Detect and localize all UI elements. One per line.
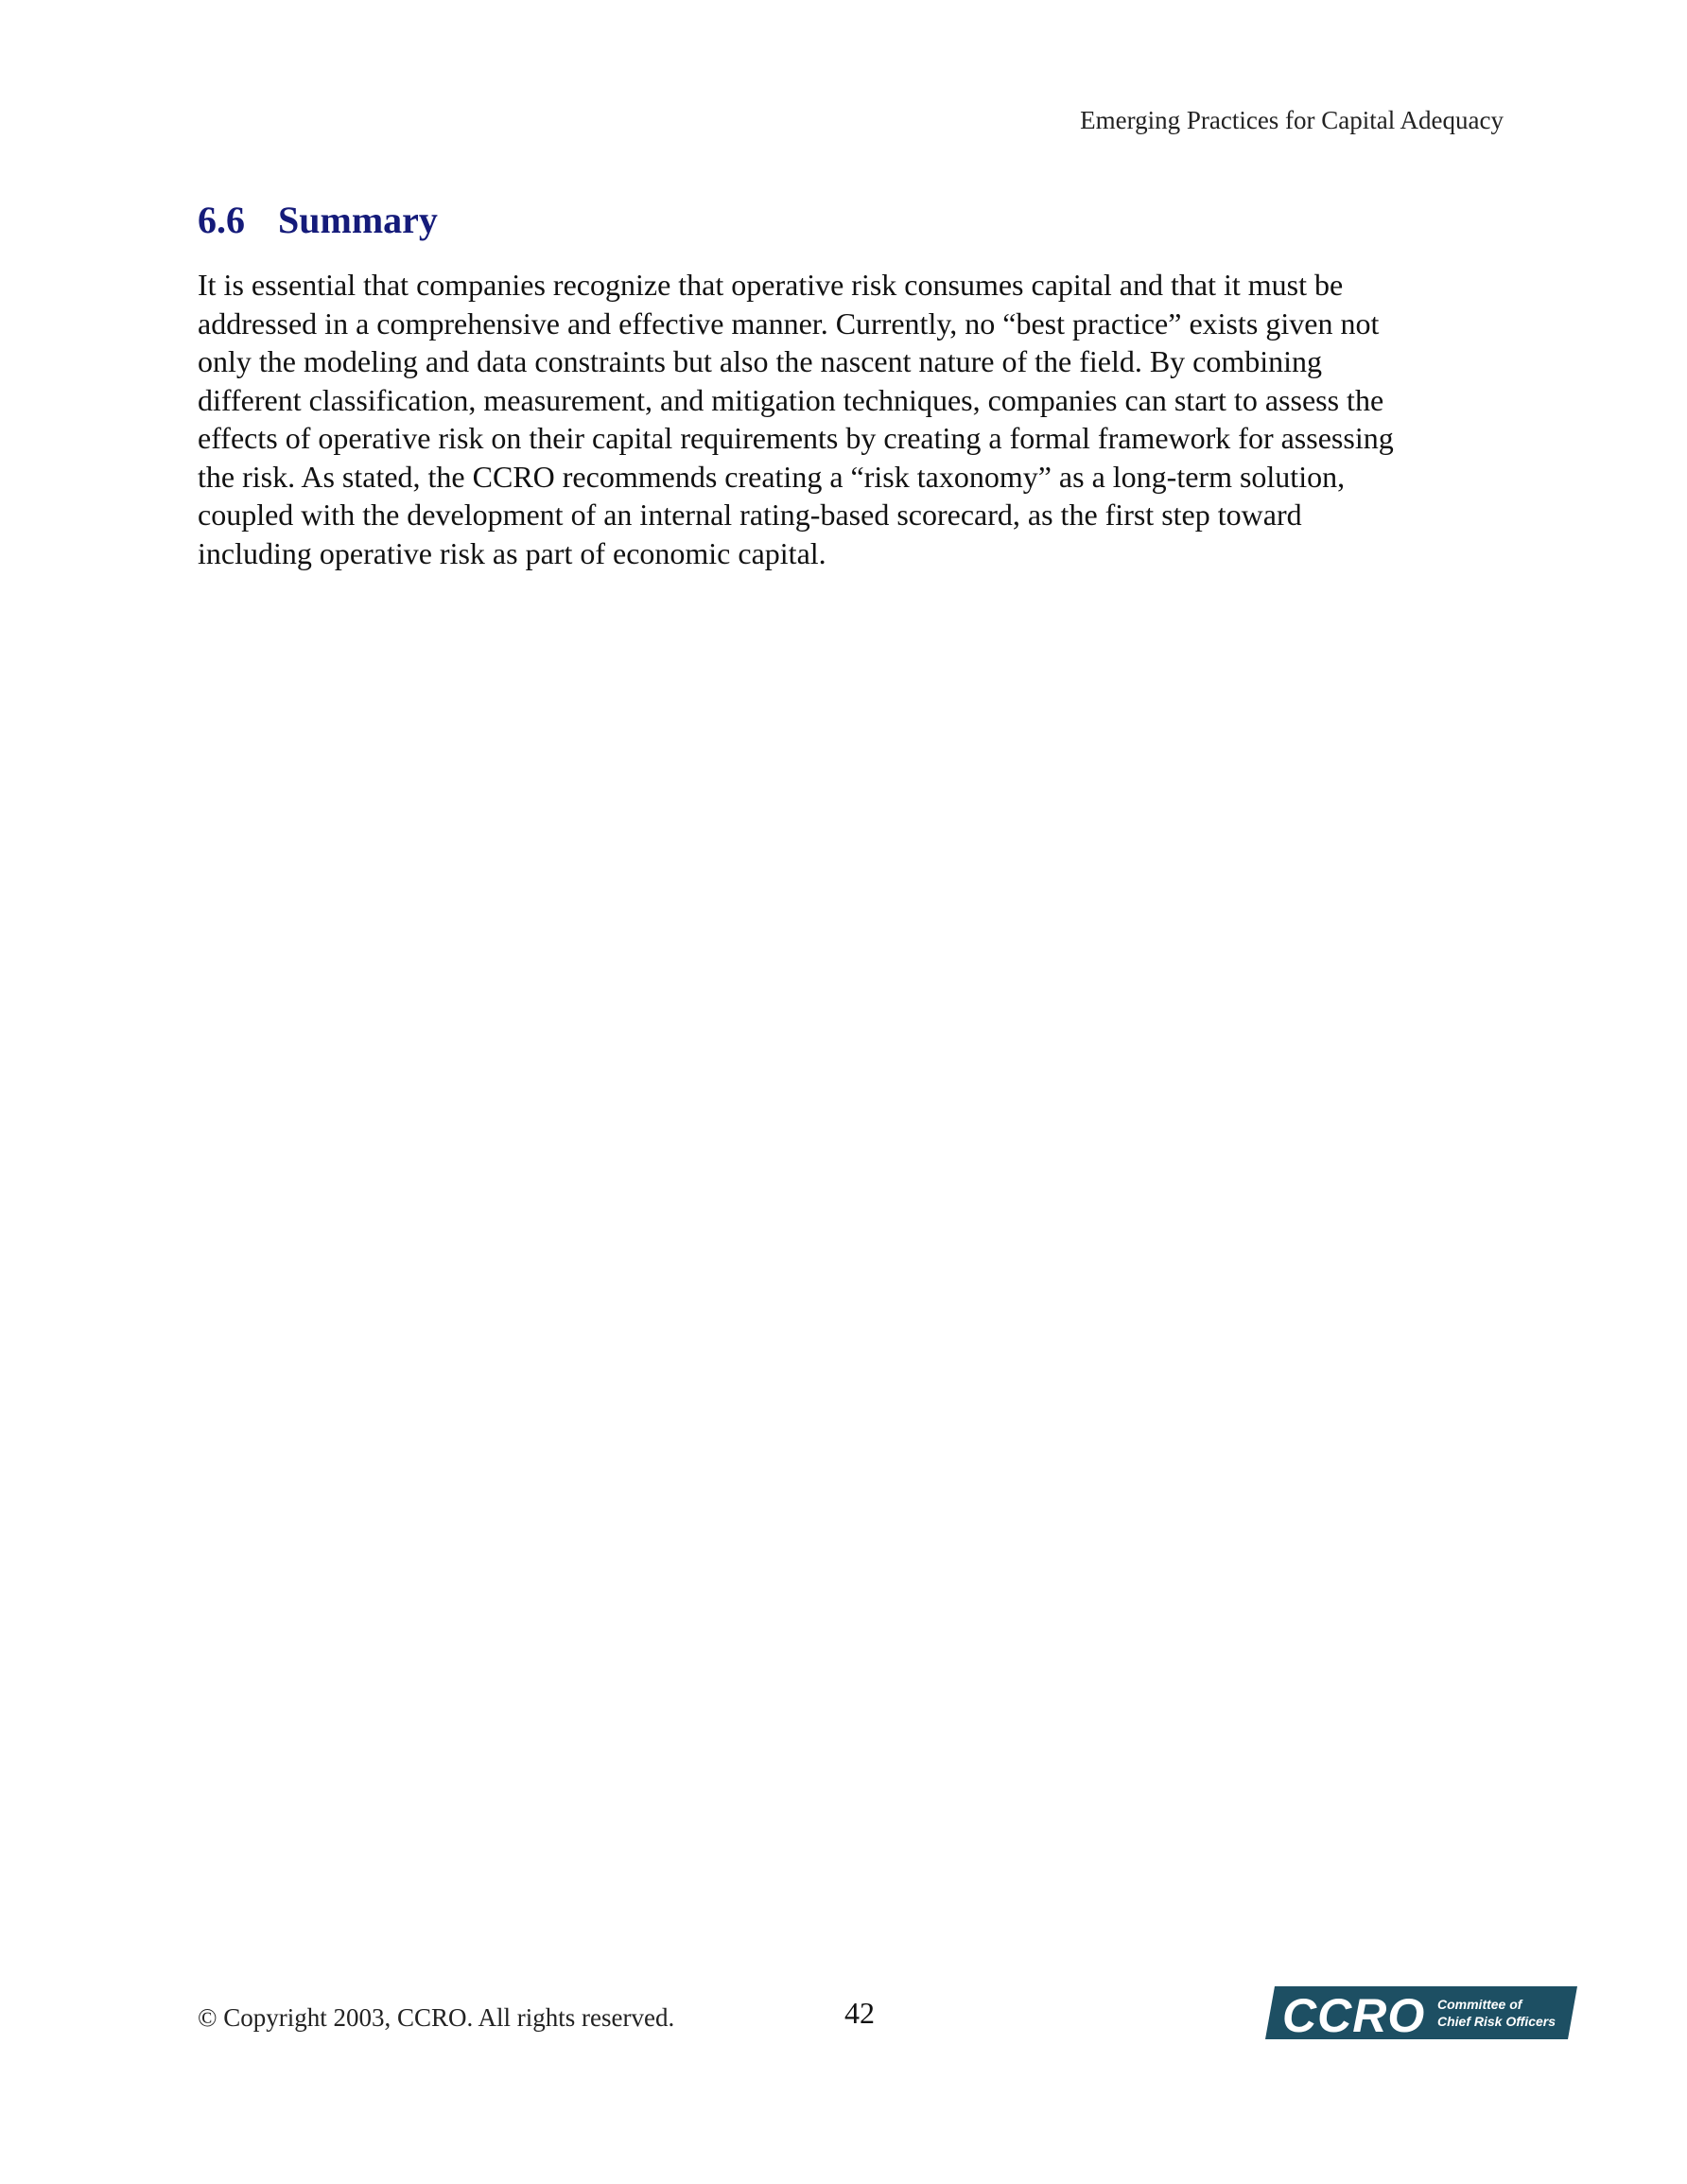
body-line: the risk. As stated, the CCRO recommends creating a “risk taxonomy” as a long-term solution, (198, 459, 1346, 494)
logo-wordmark: CCRO (1282, 1989, 1426, 2041)
body-line: It is essential that companies recognize that operative risk consumes capital and that it must be (198, 268, 1344, 302)
section-number: 6.6 (198, 199, 245, 241)
logo-tagline-line2: Chief Risk Officers (1437, 2014, 1557, 2029)
running-header: Emerging Practices for Capital Adequacy (1080, 106, 1504, 134)
section-title: Summary (278, 199, 438, 241)
ccro-logo-graphic (1265, 1984, 1577, 2041)
body-line: addressed in a comprehensive and effective manner. Currently, no “best practice” exists given not (198, 306, 1380, 341)
body-line: coupled with the development of an internal rating-based scorecard, as the first step toward (198, 498, 1302, 532)
section-body (198, 266, 1522, 572)
body-line: including operative risk as part of economic capital. (198, 535, 826, 570)
footer-copyright: © Copyright 2003, CCRO. All rights reserved. (198, 2003, 675, 2032)
logo-tagline-line1: Committee of (1437, 1997, 1522, 2012)
body-line: different classification, measurement, and mitigation techniques, companies can start to assess the (198, 382, 1384, 417)
page-number: 42 (844, 1996, 875, 2030)
body-line: only the modeling and data constraints but also the nascent nature of the field. By combining (198, 344, 1323, 378)
body-line: effects of operative risk on their capital requirements by creating a formal framework for assessing (198, 421, 1394, 455)
ccro-logo-icon (1265, 1984, 1577, 2041)
section-heading (198, 194, 1522, 247)
summary-section (198, 194, 1522, 572)
